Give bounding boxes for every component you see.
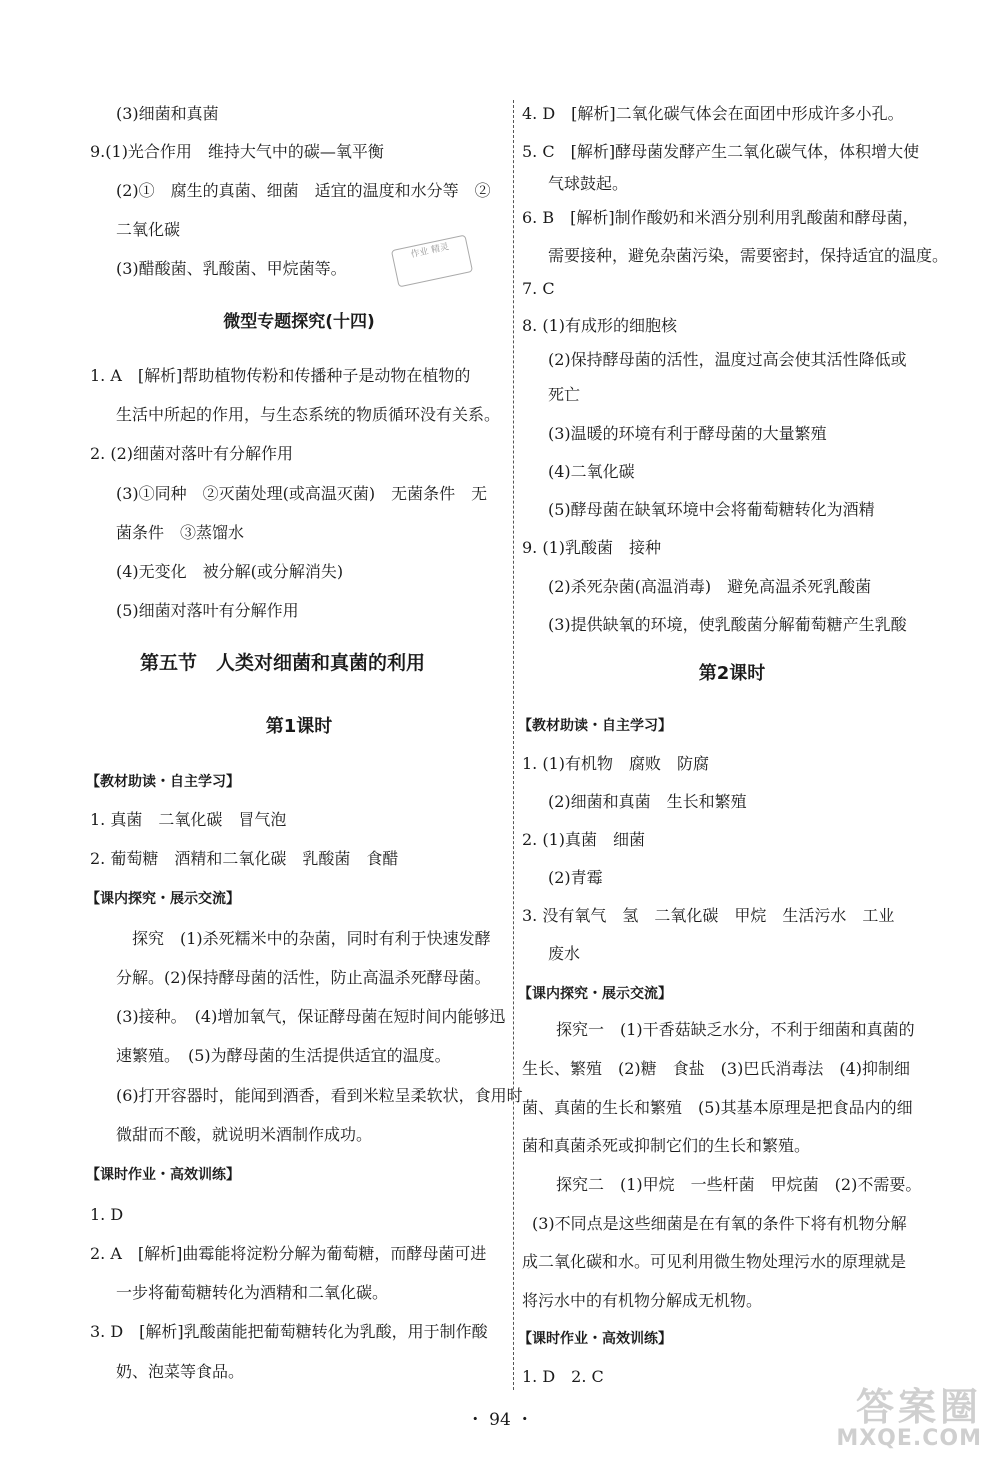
watermark-url: MXQE.COM xyxy=(836,1426,982,1451)
section-bar: 【教材助读・自主学习】 xyxy=(518,718,672,734)
answer-line: (4)二氧化碳 xyxy=(548,462,635,481)
answer-line: 气球鼓起。 xyxy=(548,174,629,193)
answer-line: (5)细菌对落叶有分解作用 xyxy=(116,601,299,620)
page-number: ・ 94 ・ xyxy=(466,1410,534,1430)
section-heading: 微型专题探究(十四) xyxy=(223,312,375,332)
answer-line: 成二氧化碳和水。可见利用微生物处理污水的原理就是 xyxy=(522,1252,907,1271)
answer-line: 二氧化碳 xyxy=(116,220,181,239)
section-bar: 【课时作业・高效训练】 xyxy=(518,1331,672,1347)
answer-line: 3. D [解析]乳酸菌能把葡萄糖转化为乳酸，用于制作酸 xyxy=(90,1322,488,1341)
watermark-logo xyxy=(732,1387,982,1453)
answer-line: 1. (1)有机物 腐败 防腐 xyxy=(522,754,710,773)
section-bar: 【课内探究・展示交流】 xyxy=(86,891,240,907)
answer-line: 奶、泡菜等食品。 xyxy=(116,1362,245,1381)
answer-line: (3)接种。 (4)增加氧气，保证酵母菌在短时间内能够迅 xyxy=(116,1007,506,1026)
answer-line: 2. (2)细菌对落叶有分解作用 xyxy=(90,444,294,463)
answer-line: 菌、真菌的生长和繁殖 (5)其基本原理是把食品内的细 xyxy=(522,1098,913,1117)
answer-line: 探究 (1)杀死糯米中的杂菌，同时有利于快速发酵 xyxy=(132,929,491,948)
answer-line: (6)打开容器时，能闻到酒香，看到米粒呈柔软状，食用时 xyxy=(116,1086,523,1105)
answer-line: (3)温暖的环境有利于酵母菌的大量繁殖 xyxy=(548,424,827,443)
answer-line: 将污水中的有机物分解成无机物。 xyxy=(522,1291,763,1310)
answer-line: 9. (1)乳酸菌 接种 xyxy=(522,538,662,557)
section-title: 第五节 人类对细菌和真菌的利用 xyxy=(140,652,426,674)
answer-line: 6. B [解析]制作酸奶和米酒分别利用乳酸菌和酵母菌， xyxy=(522,208,919,227)
answer-line: 一步将葡萄糖转化为酒精和二氧化碳。 xyxy=(116,1283,389,1302)
answer-line: (2)杀死杂菌(高温消毒) 避免高温杀死乳酸菌 xyxy=(548,577,872,596)
answer-line: 废水 xyxy=(548,944,581,963)
section-bar: 【课内探究・展示交流】 xyxy=(518,986,672,1002)
answer-line: 8. (1)有成形的细胞核 xyxy=(522,316,678,335)
answer-line: (2)青霉 xyxy=(548,868,603,887)
answer-line: 5. C [解析]酵母菌发酵产生二氧化碳气体，体积增大使 xyxy=(522,142,920,161)
answer-line: 探究二 (1)甲烷 一些杆菌 甲烷菌 (2)不需要。 xyxy=(556,1175,922,1194)
answer-line: 生长、繁殖 (2)糖 食盐 (3)巴氏消毒法 (4)抑制细 xyxy=(522,1059,910,1078)
section-bar: 【课时作业・高效训练】 xyxy=(86,1167,240,1183)
answer-line: (5)酵母菌在缺氧环境中会将葡萄糖转化为酒精 xyxy=(548,500,875,519)
answer-line: 微甜而不酸，就说明米酒制作成功。 xyxy=(116,1125,373,1144)
answer-line: 需要接种，避免杂菌污染，需要密封，保持适宜的温度。 xyxy=(548,246,949,265)
answer-line: 生活中所起的作用，与生态系统的物质循环没有关系。 xyxy=(116,405,501,424)
answer-line: 分解。(2)保持酵母菌的活性，防止高温杀死酵母菌。 xyxy=(116,968,491,987)
column-divider xyxy=(513,100,514,1390)
answer-line: 3. 没有氧气 氢 二氧化碳 甲烷 生活污水 工业 xyxy=(522,906,895,925)
lesson-heading: 第1课时 xyxy=(265,716,333,737)
answer-line: 菌条件 ③蒸馏水 xyxy=(116,523,245,542)
answer-line: (3)醋酸菌、乳酸菌、甲烷菌等。 xyxy=(116,259,347,278)
answer-line: (3)①同种 ②灭菌处理(或高温灭菌) 无菌条件 无 xyxy=(116,484,488,503)
answer-line: (2)细菌和真菌 生长和繁殖 xyxy=(548,792,747,811)
answer-line: 2. (1)真菌 细菌 xyxy=(522,830,646,849)
answer-line: 速繁殖。 (5)为酵母菌的生活提供适宜的温度。 xyxy=(116,1046,451,1065)
answer-line: 1. 真菌 二氧化碳 冒气泡 xyxy=(90,810,287,829)
answer-line: (2)保持酵母菌的活性，温度过高会使其活性降低或 xyxy=(548,350,907,369)
answer-line: (3)提供缺氧的环境，使乳酸菌分解葡萄糖产生乳酸 xyxy=(548,615,907,634)
answer-line: 2. A [解析]曲霉能将淀粉分解为葡萄糖，而酵母菌可进 xyxy=(90,1244,487,1263)
answer-line: (4)无变化 被分解(或分解消失) xyxy=(116,562,344,581)
answer-line: 1. D xyxy=(90,1205,124,1224)
watermark-logo-text: 答案圈 xyxy=(855,1385,982,1429)
answer-line: 1. A [解析]帮助植物传粉和传播种子是动物在植物的 xyxy=(90,366,471,385)
answer-line: 7. C xyxy=(522,279,555,298)
answer-line: 9.(1)光合作用 维持大气中的碳—氧平衡 xyxy=(90,142,384,161)
answer-line: 菌和真菌杀死或抑制它们的生长和繁殖。 xyxy=(522,1136,811,1155)
answer-line: (3)细菌和真菌 xyxy=(116,104,219,123)
answer-line: (2)① 腐生的真菌、细菌 适宜的温度和水分等 ② xyxy=(116,181,491,200)
answer-line: 1. D 2. C xyxy=(522,1367,604,1386)
answer-line: 2. 葡萄糖 酒精和二氧化碳 乳酸菌 食醋 xyxy=(90,849,399,868)
section-bar: 【教材助读・自主学习】 xyxy=(86,774,240,790)
lesson-heading: 第2课时 xyxy=(698,663,766,684)
stamp-image: 作业 精灵 xyxy=(391,235,473,288)
answer-line: 探究一 (1)干香菇缺乏水分，不利于细菌和真菌的 xyxy=(556,1020,915,1039)
answer-line: 4. D [解析]二氧化碳气体会在面团中形成许多小孔。 xyxy=(522,104,904,123)
answer-line: 死亡 xyxy=(548,385,581,404)
answer-line: (3)不同点是这些细菌是在有氧的条件下将有机物分解 xyxy=(532,1214,907,1233)
